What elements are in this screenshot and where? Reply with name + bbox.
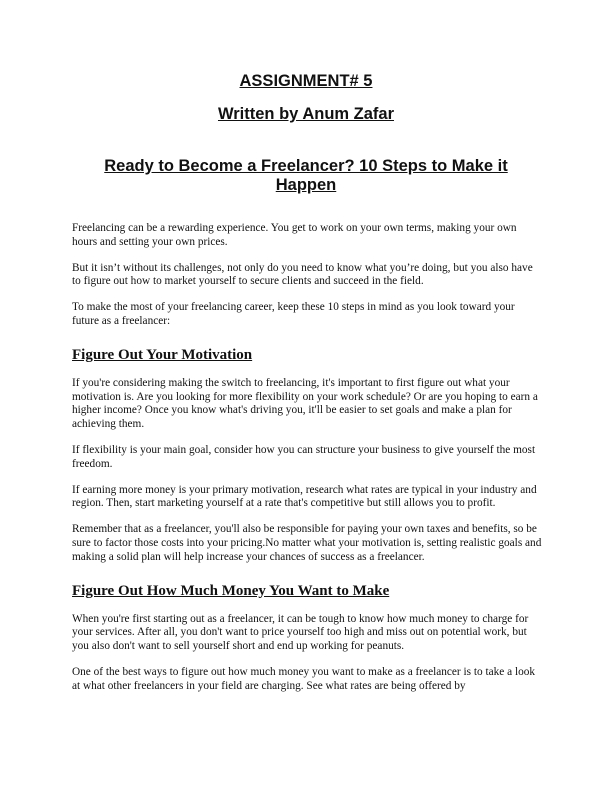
section-heading-motivation: Figure Out Your Motivation — [72, 346, 253, 363]
body-paragraph: One of the best ways to figure out how much money you want to make as a freelancer is to take a look at what other freelancers in your field are charging. See what rates are being offered by — [72, 665, 536, 692]
section-heading-money: Figure Out How Much Money You Want to Make — [72, 582, 390, 599]
body-paragraph: When you're first starting out as a freelancer, it can be tough to know how much money to charge for your services. After all, you don't want to price yourself too high and miss out on potential work, but you also don't want to sell yourself short and end up working for peanuts. — [72, 612, 529, 653]
body-paragraph: Remember that as a freelancer, you'll also be responsible for paying your own taxes and benefits, so be sure to factor those costs into your pricing.No matter what your motivation is, setting realistic goals and making a solid plan will help increase your chances of success as a freelancer. — [72, 523, 542, 563]
document-body — [72, 222, 542, 706]
intro-paragraph: But it isn’t without its challenges, not only do you need to know what you’re doing, but you also have to figure out how to market yourself to secure clients and succeed in the field. — [72, 261, 533, 288]
body-paragraph: If you're considering making the switch to freelancing, it's important to first figure out what your motivation is. Are you looking for more flexibility on your work schedule? Or are you hoping to earn a higher income? Once you know what's driving you, it'll be easier to set goals and make a plan for achieving them. — [72, 376, 538, 431]
intro-paragraph: To make the most of your freelancing career, keep these 10 steps in mind as you look toward your future as a freelancer: — [72, 301, 515, 327]
article-title: Ready to Become a Freelancer? 10 Steps to Make it Happen — [104, 157, 508, 194]
body-paragraph: If earning more money is your primary motivation, research what rates are typical in your industry and region. Then, start marketing yourself at a rate that's competitive but still allows you to profit. — [72, 483, 537, 510]
intro-paragraph: Freelancing can be a rewarding experience. You get to work on your own terms, making your own hours and setting your own prices. — [72, 222, 517, 248]
author-line: Written by Anum Zafar — [217, 105, 394, 123]
assignment-title: ASSIGNMENT# 5 — [239, 72, 373, 90]
body-paragraph: If flexibility is your main goal, consider how you can structure your business to give yourself the most freedom. — [72, 443, 536, 470]
